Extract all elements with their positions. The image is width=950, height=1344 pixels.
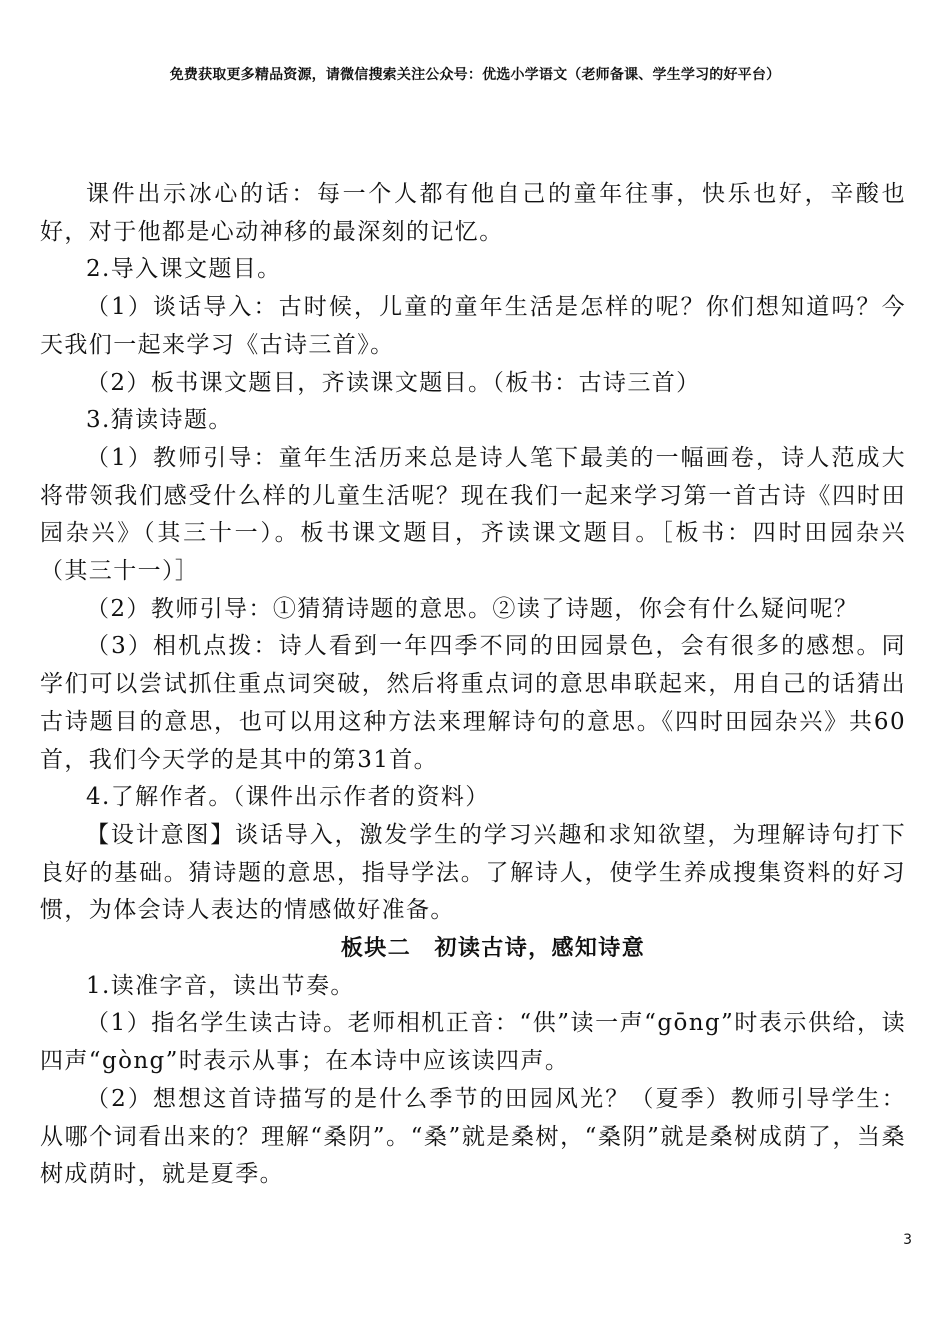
design-intent-paragraph: 【设计意图】谈话导入，激发学生的学习兴趣和求知欲望，为理解诗句打下良好的基础。猜诗题的意思，指导学法。了解诗人，使学生养成搜集资料的好习惯，为体会诗人表达的情感做好准备。 [40,821,906,924]
paragraph: （2）教师引导：①猜猜诗题的意思。②读了诗题，你会有什么疑问呢？ [86,595,859,622]
section-heading: 板块二 初读古诗，感知诗意 [340,936,646,962]
paragraph: 课件出示冰心的话：每一个人都有他自己的童年往事，快乐也好，辛酸也好，对于他都是心动神移的最深刻的记忆。 [40,181,906,245]
paragraph: （1）教师引导：童年生活历来总是诗人笔下最美的一幅画卷，诗人范成大将带领我们感受什么样的儿童生活呢？现在我们一起来学习第一首古诗《四时田园杂兴》（其三十一）。板书课文题目，齐读课文题目。［板书：四时田园杂兴（其三十一）］ [40,444,906,585]
paragraph: 2.导入课文题目。 [86,256,282,283]
paragraph: （1）指名学生读古诗。老师相机正音：“供”读一声“gōng”时表示供给，读四声“gòng”时表示从事；在本诗中应该读四声。 [40,1010,906,1075]
paragraph: （2）板书课文题目，齐读课文题目。（板书：古诗三首） [86,369,701,396]
page-header-banner: 免费获取更多精品资源，请微信搜索关注公众号：优选小学语文（老师备课、学生学习的好平台） [169,67,781,83]
page-number: 3 [903,1232,912,1248]
paragraph: （1）谈话导入：古时候，儿童的童年生活是怎样的呢？你们想知道吗？今天我们一起来学习《古诗三首》。 [40,294,906,358]
paragraph: （3）相机点拨：诗人看到一年四季不同的田园景色，会有很多的感想。同学们可以尝试抓住重点词突破，然后将重点词的意思串联起来，用自己的话猜出古诗题目的意思，也可以用这种方法来理解诗句的意思。《四时田园杂兴》共60首，我们今天学的是其中的第31首。 [40,633,906,773]
paragraph: 3.猜读诗题。 [86,407,233,434]
paragraph: 1.读准字音，读出节奏。 [86,972,355,999]
paragraph: 4.了解作者。（课件出示作者的资料） [86,784,490,811]
paragraph: （2）想想这首诗描写的是什么季节的田园风光？（夏季）教师引导学生：从哪个词看出来的？理解“桑阴”。“桑”就是桑树，“桑阴”就是桑树成荫了，当桑树成荫时，就是夏季。 [40,1085,906,1188]
document-body [40,176,906,1194]
